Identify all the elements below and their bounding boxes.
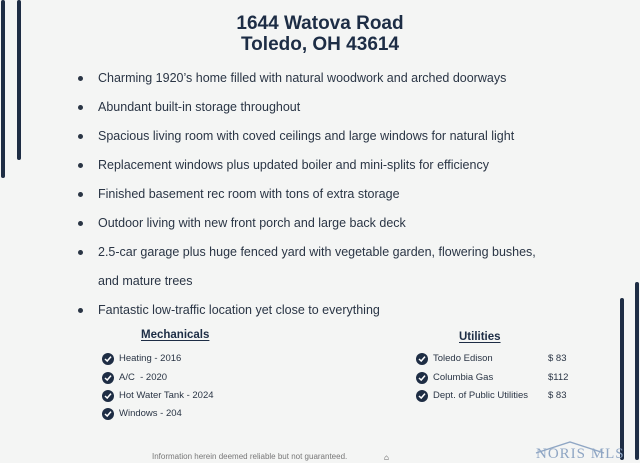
bullet-icon — [78, 163, 83, 168]
mechanicals-heading: Mechanicals — [141, 329, 210, 341]
utilities-row: Toledo Edison $ 83 — [416, 350, 576, 368]
disclaimer-text: Information herein deemed reliable but not guaranteed. — [152, 452, 348, 461]
feature-item: Replacement windows plus updated boiler and mini-splits for efficiency — [76, 151, 576, 180]
check-circle-icon — [416, 390, 428, 402]
check-circle-icon — [102, 408, 114, 420]
feature-item: Fantastic low-traffic location yet close to everything — [76, 296, 576, 325]
feature-item: Abundant built-in storage throughout — [76, 93, 576, 122]
feature-item: Spacious living room with coved ceilings and large windows for natural light — [76, 122, 576, 151]
feature-item: Outdoor living with new front porch and large back deck — [76, 209, 576, 238]
check-circle-icon — [416, 353, 428, 365]
bullet-icon — [78, 105, 83, 110]
check-circle-icon — [416, 372, 428, 384]
utilities-row: Dept. of Public Utilities $ 83 — [416, 387, 576, 405]
address-line-2: Toledo, OH 43614 — [240, 34, 400, 55]
feature-item: 2.5-car garage plus huge fenced yard with vegetable garden, flowering bushes, — [76, 238, 576, 267]
check-circle-icon — [102, 390, 114, 402]
utility-amount: $112 — [548, 372, 569, 383]
bullet-icon — [78, 76, 83, 81]
utilities-row: Columbia Gas $112 — [416, 369, 576, 387]
check-circle-icon — [102, 353, 114, 365]
utility-amount: $ 83 — [548, 390, 567, 401]
address-title — [0, 13, 640, 55]
check-circle-icon — [102, 372, 114, 384]
bullet-icon — [78, 221, 83, 226]
feature-item-continuation: and mature trees — [98, 274, 193, 288]
feature-item: Finished basement rec room with tons of extra storage — [76, 180, 576, 209]
noris-mls-logo: NORIS MLS — [536, 446, 625, 462]
bullet-icon — [78, 192, 83, 197]
bullet-icon — [78, 308, 83, 313]
address-line-1: 1644 Watova Road — [236, 13, 404, 34]
utility-amount: $ 83 — [548, 353, 567, 364]
right-accent-bar-2 — [635, 282, 639, 460]
bullet-icon — [78, 250, 83, 255]
feature-item: Charming 1920’s home filled with natural woodwork and arched doorways — [76, 64, 576, 93]
equal-housing-icon: ⌂ — [384, 453, 389, 462]
bullet-icon — [78, 134, 83, 139]
right-accent-bar-1 — [620, 298, 624, 460]
utilities-heading: Utilities — [459, 331, 501, 343]
feature-list — [76, 64, 576, 325]
